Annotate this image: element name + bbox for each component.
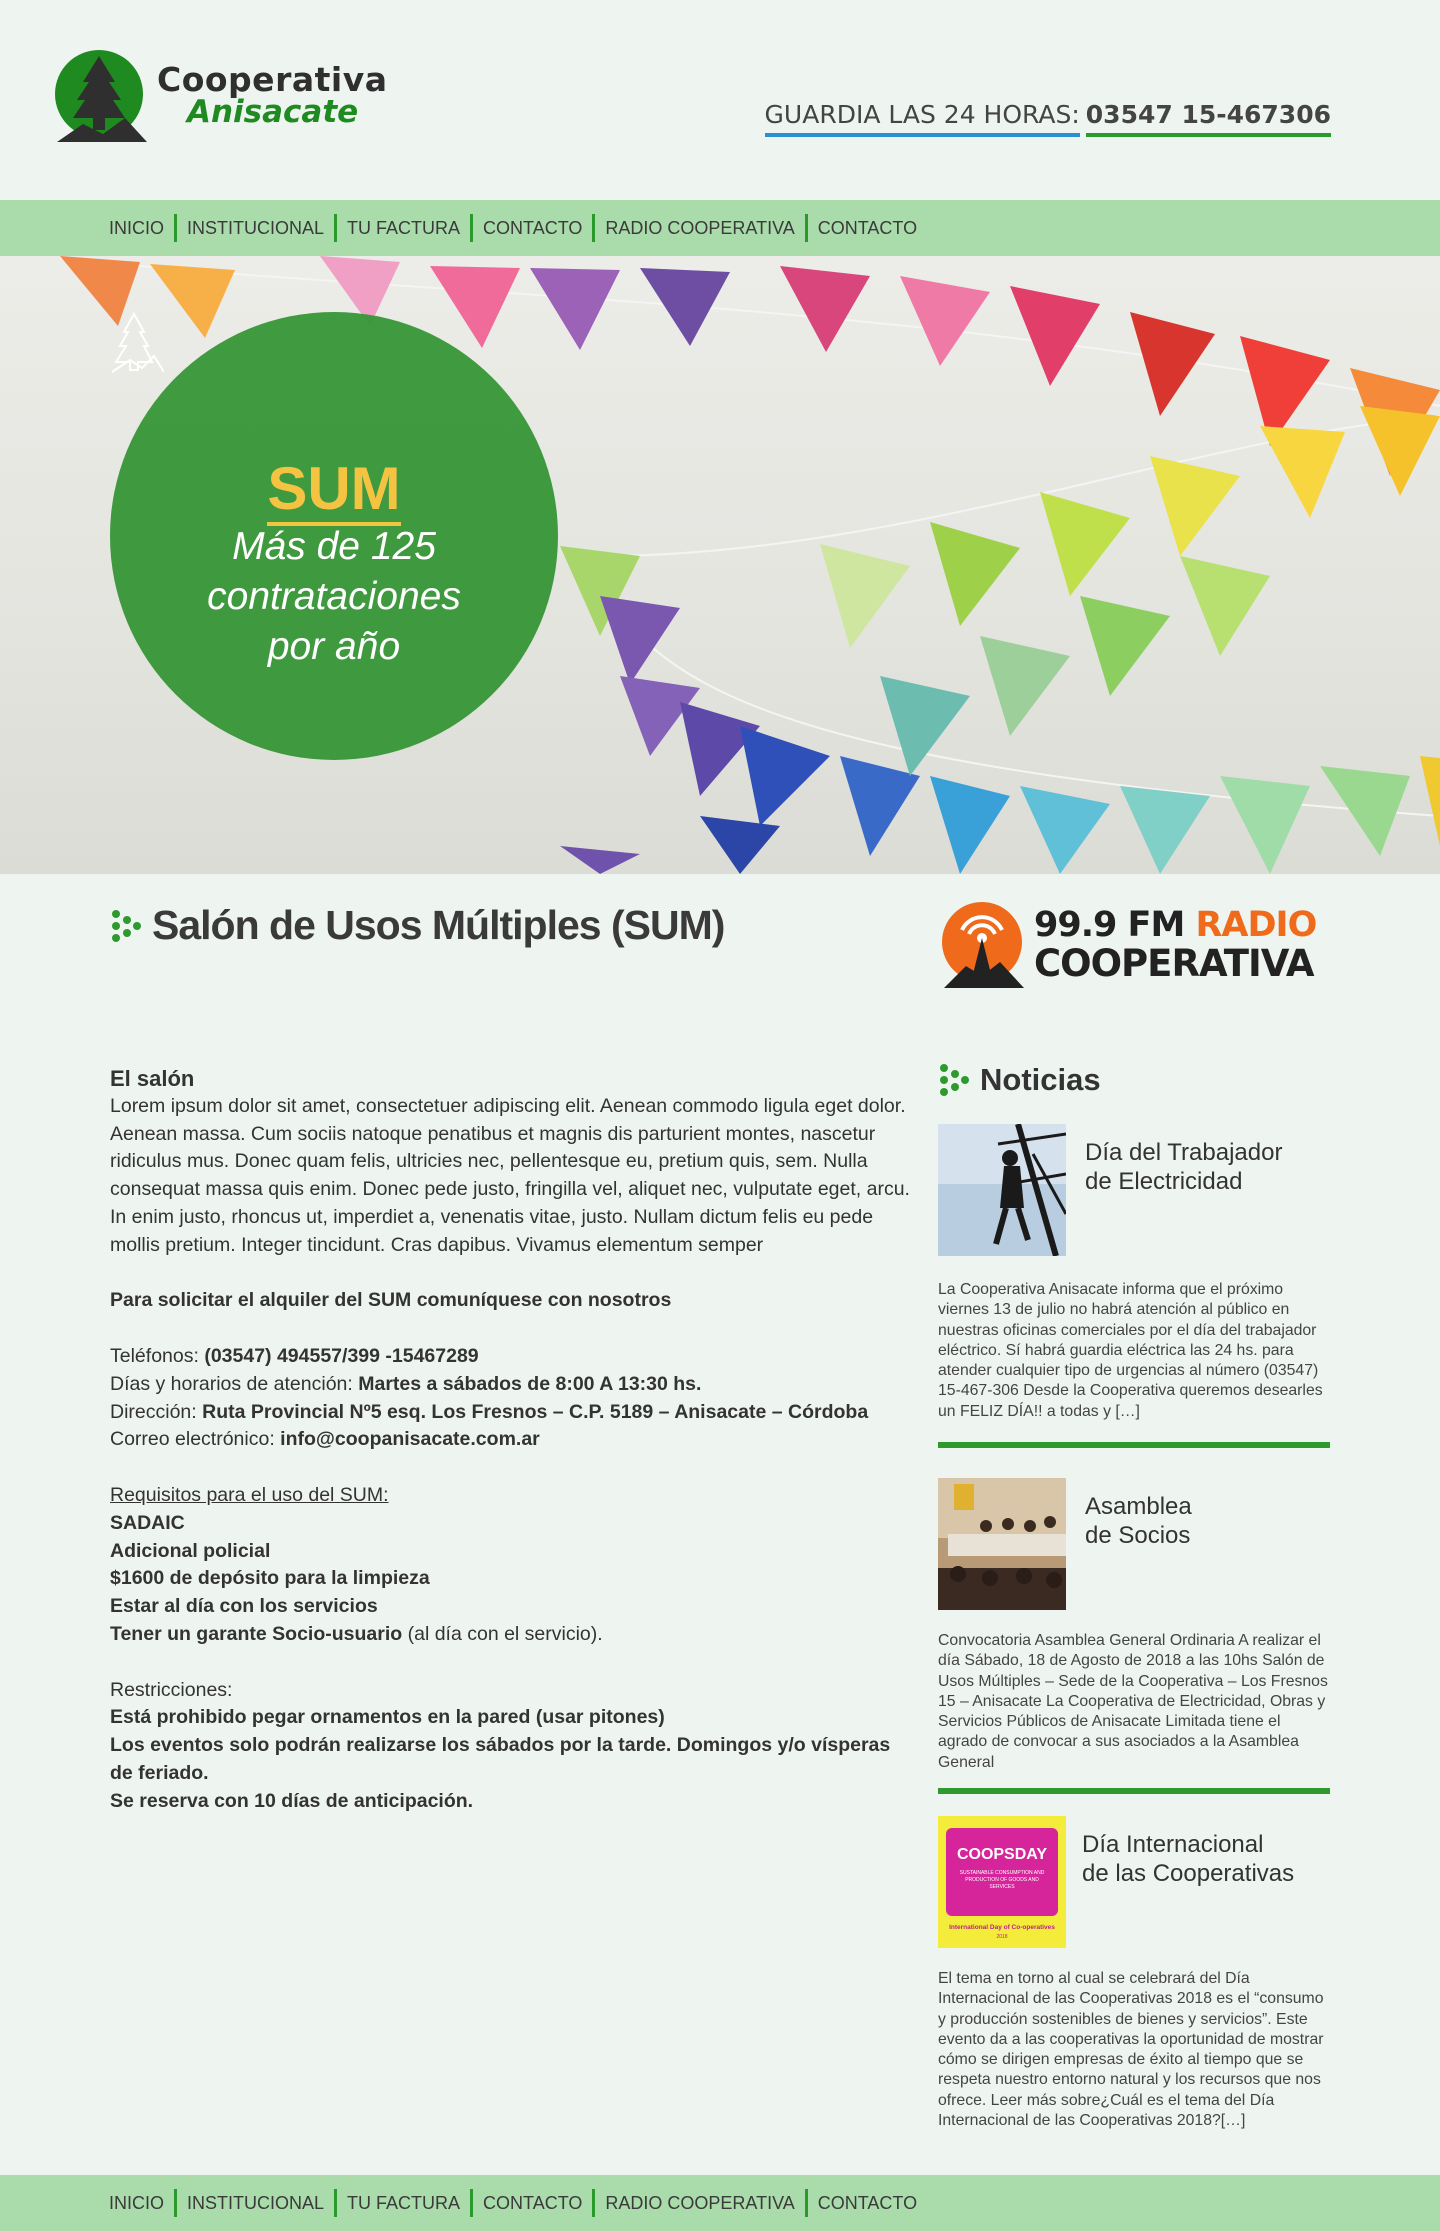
direccion-label: Dirección: (110, 1400, 197, 1423)
requisitos-heading: Requisitos para el uso del SUM: (110, 1483, 389, 1506)
nav-item-institucional[interactable]: INSTITUCIONAL (174, 2189, 334, 2217)
page-title-row (110, 902, 724, 949)
hero-subtitle-line2: contrataciones (207, 575, 461, 618)
coopsday-footer: International Day of Co-operatives (949, 1924, 1055, 1931)
restriccion-item: Se reserva con 10 días de anticipación. (110, 1789, 474, 1812)
news-thumbnail[interactable] (938, 1478, 1066, 1610)
news-divider (938, 1442, 1330, 1448)
correo-line (110, 1426, 910, 1454)
tree-outline-icon (110, 312, 164, 374)
news-title-line1: Día del Trabajador (1085, 1139, 1283, 1166)
nav-item-inicio[interactable]: INICIO (109, 2193, 165, 2213)
main-content (110, 1065, 910, 1816)
nav-item-radio-cooperativa[interactable]: RADIO COOPERATIVA (592, 214, 804, 242)
correo-label: Correo electrónico: (110, 1428, 275, 1451)
news-title-line2: de Electricidad (1085, 1168, 1243, 1195)
hero-subtitle-line1: Más de 125 (232, 525, 436, 568)
news-divider (938, 1788, 1330, 1794)
nav-item-tu-factura[interactable]: TU FACTURA (334, 214, 470, 242)
requisito-garante (110, 1621, 910, 1649)
requisito-item: $1600 de depósito para la limpieza (110, 1567, 430, 1590)
dias-label: Días y horarios de atención: (110, 1372, 353, 1395)
salon-description: Lorem ipsum dolor sit amet, consectetuer adipiscing elit. Aenean commodo ligula eget dolor. Aenean massa. Cum sociis natoque penatibus et magnis dis parturient montes, nascetur ridiculus mus. Donec quam felis, ultricies nec, pellentesque eu, pretium quis, sem. Nulla consequat massa quis enim. Donec pede justo, fringilla vel, aliquet nec, vulputate eget, arcu. In enim justo, rhoncus ut, imperdiet a, venenatis vitae, justo. Nullam dictum felis eu pede mollis pretium. Integer tincidunt. Cras dapibus. Vivamus elementum semper (110, 1094, 910, 1256)
news-title[interactable] (1082, 1830, 1332, 1888)
telefonos-label: Teléfonos: (110, 1344, 199, 1367)
emergency-label: GUARDIA LAS 24 HORAS: (765, 100, 1080, 137)
nav-item-contacto-2[interactable]: CONTACTO (805, 2189, 927, 2217)
restricciones-heading: Restricciones: (110, 1678, 233, 1701)
news-title-line2: de Socios (1085, 1522, 1191, 1549)
hero-subtitle (150, 522, 518, 672)
coopsday-subtitle: SUSTAINABLE CONSUMPTION AND PRODUCTION OF GOODS AND SERVICES (959, 1870, 1045, 1890)
salon-heading: El salón (110, 1066, 195, 1091)
nav-item-inicio[interactable]: INICIO (109, 218, 165, 238)
brand-name-line1: Cooperativa (157, 60, 388, 99)
direccion-value: Ruta Provincial Nº5 esq. Los Fresnos – C.P. 5189 – Anisacate – Córdoba (202, 1400, 869, 1423)
nav-item-contacto[interactable]: CONTACTO (470, 214, 592, 242)
main-nav (0, 200, 1440, 256)
radio-antenna-icon (938, 900, 1026, 990)
radio-cooperativa-logo[interactable] (938, 900, 1316, 990)
requisito-item: Adicional policial (110, 1539, 271, 1562)
tree-logo-icon (53, 48, 147, 143)
news-thumbnail[interactable] (938, 1816, 1066, 1948)
garante-bold: Tener un garante Socio-usuario (110, 1622, 403, 1645)
page-title: Salón de Usos Múltiples (SUM) (152, 902, 725, 948)
dots-bullet-icon (110, 908, 142, 944)
solicitar-text: Para solicitar el alquiler del SUM comuníquese con nosotros (110, 1289, 672, 1312)
hero-subtitle-line3: por año (267, 625, 401, 668)
site-logo[interactable] (53, 48, 387, 143)
emergency-phone[interactable]: 03547 15-467306 (1086, 100, 1331, 137)
news-item (938, 1478, 1330, 1818)
nav-item-contacto[interactable]: CONTACTO (470, 2189, 592, 2217)
news-title-line1: Día Internacional (1082, 1831, 1264, 1858)
news-item (938, 1816, 1330, 2156)
restriccion-item: Está prohibido pegar ornamentos en la pared (usar pitones) (110, 1706, 665, 1729)
telefonos-value[interactable]: (03547) 494557/399 -15467289 (204, 1344, 479, 1367)
news-title-line2: de las Cooperativas (1082, 1860, 1295, 1887)
noticias-heading-row (938, 1062, 1101, 1098)
nav-item-institucional[interactable]: INSTITUCIONAL (174, 214, 334, 242)
garante-rest: (al día con el servicio). (402, 1622, 603, 1645)
radio-frequency: 99.9 FM (1034, 905, 1185, 945)
assembly-photo (938, 1478, 1066, 1610)
dots-bullet-icon (938, 1062, 970, 1098)
coopsday-year: 2018 (996, 1934, 1008, 1940)
hero-title: SUM (267, 455, 400, 526)
direccion-line (110, 1399, 910, 1427)
news-excerpt: Convocatoria Asamblea General Ordinaria A realizar el día Sábado, 18 de Agosto de 2018 a las 10hs Salón de Usos Múltiples – Sede de la Cooperativa – Los Fresnos 15 – Anisacate La Cooperativa de Electricidad, Obras y Servicios Públicos de Anisacate Limitada tiene el agrado de convocar a sus asociados a la Asamblea General (938, 1632, 1328, 1771)
news-excerpt: El tema en torno al cual se celebrará del Día Internacional de las Cooperativas 2018 es el “consumo y producción sostenibles de bienes y servicios”. Este evento da a las cooperativas la oportunidad de mostrar cómo se dirigen empresas de éxito al tiempo que se respeta nuestro entorno natural y los recursos que nos ofrece. Leer más sobre¿Cuál es el tema del Día Internacional de las Cooperativas 2018?[…] (938, 1970, 1324, 2130)
news-title[interactable] (1085, 1138, 1335, 1196)
news-title[interactable] (1085, 1492, 1335, 1550)
hero-highlight-circle (110, 312, 558, 760)
requisito-item: SADAIC (110, 1511, 185, 1534)
radio-word: RADIO (1195, 905, 1317, 945)
correo-value[interactable]: info@coopanisacate.com.ar (280, 1428, 540, 1451)
brand-name-line2: Anisacate (187, 94, 359, 130)
emergency-line (765, 100, 1331, 137)
radio-name: COOPERATIVA (1034, 942, 1314, 985)
site-header (0, 0, 1440, 200)
news-thumbnail[interactable] (938, 1124, 1066, 1256)
nav-item-tu-factura[interactable]: TU FACTURA (334, 2189, 470, 2217)
coopsday-title: COOPSDAY (956, 1846, 1048, 1863)
news-title-line1: Asamblea (1085, 1493, 1192, 1520)
restriccion-item: Los eventos solo podrán realizarse los sábados por la tarde. Domingos y/o vísperas de feriado. (110, 1734, 891, 1784)
lineman-photo (938, 1124, 1066, 1256)
news-item (938, 1124, 1330, 1464)
hero-banner (0, 256, 1440, 874)
dias-value: Martes a sábados de 8:00 A 13:30 hs. (358, 1372, 702, 1395)
dias-line (110, 1371, 910, 1399)
requisito-item: Estar al día con los servicios (110, 1595, 378, 1618)
noticias-heading: Noticias (980, 1062, 1101, 1097)
footer-nav (0, 2175, 1440, 2231)
news-excerpt: La Cooperativa Anisacate informa que el próximo viernes 13 de julio no habrá atención al público en nuestras oficinas comerciales por el día del trabajador eléctrico. Sí habrá guardia eléctrica las 24 hs. para atender cualquier tipo de urgencias al número (03547) 15-467-306 Desde la Cooperativa queremos desearles un FELIZ DÍA!! a todas y […] (938, 1281, 1323, 1420)
nav-item-contacto-2[interactable]: CONTACTO (805, 214, 927, 242)
telefonos-line (110, 1343, 910, 1371)
nav-item-radio-cooperativa[interactable]: RADIO COOPERATIVA (592, 2189, 804, 2217)
